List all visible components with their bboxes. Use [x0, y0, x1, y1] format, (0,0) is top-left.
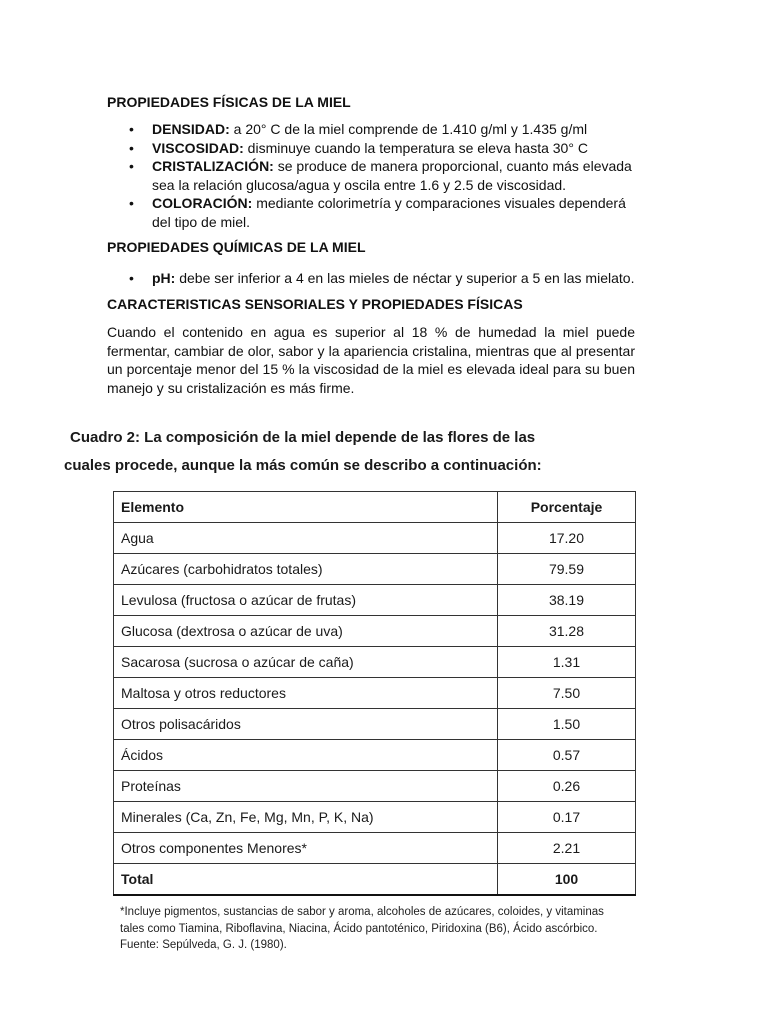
table-caption: [64, 424, 604, 480]
table-row: [114, 585, 636, 616]
table-total-row: [114, 864, 636, 896]
item-term: VISCOSIDAD:: [152, 139, 244, 156]
element-cell: Maltosa y otros reductores: [114, 678, 498, 709]
item-text: se produce de manera proporcional, cuanto más elevada sea la relación glucosa/agua y oscila entre 1.6 y 2.5 de viscosidad.: [152, 158, 632, 193]
physical-properties-title: PROPIEDADES FÍSICAS DE LA MIEL: [107, 94, 351, 110]
percentage-cell: 1.31: [498, 647, 636, 678]
sensory-title: CARACTERISTICAS SENSORIALES Y PROPIEDADES FÍSICAS: [107, 296, 523, 312]
chemical-properties-list: [107, 269, 635, 288]
element-cell: Ácidos: [114, 740, 498, 771]
table-row: [114, 678, 636, 709]
bullet-icon: •: [129, 158, 134, 174]
item-text: mediante colorimetría y comparaciones visuales dependerá del tipo de miel.: [152, 195, 626, 230]
total-value-cell: 100: [498, 864, 636, 896]
footnote-line: *Incluye pigmentos, sustancias de sabor y aroma, alcoholes de azúcares, coloides, y vitaminas: [120, 906, 604, 918]
list-item: [107, 139, 635, 158]
item-term: pH:: [152, 270, 176, 286]
list-item: [107, 194, 635, 231]
item-term: DENSIDAD:: [152, 121, 230, 137]
element-cell: Azúcares (carbohidratos totales): [114, 554, 498, 585]
list-item: [107, 157, 635, 194]
total-label-cell: Total: [114, 864, 498, 896]
percentage-cell: 0.17: [498, 802, 636, 833]
element-cell: Levulosa (fructosa o azúcar de frutas): [114, 585, 498, 616]
table-row: [114, 554, 636, 585]
column-header-percentage: Porcentaje: [498, 492, 636, 523]
bullet-icon: •: [129, 139, 134, 156]
bullet-icon: •: [129, 195, 134, 211]
physical-properties-list: [107, 120, 635, 231]
table-header-row: [114, 492, 636, 523]
bullet-icon: •: [129, 270, 134, 286]
table-row: [114, 647, 636, 678]
percentage-cell: 1.50: [498, 709, 636, 740]
percentage-cell: 38.19: [498, 585, 636, 616]
table-row: [114, 740, 636, 771]
caption-line: Cuadro 2: La composición de la miel depende de las flores de las: [70, 429, 536, 446]
table-row: [114, 771, 636, 802]
table-row: [114, 802, 636, 833]
item-text: a 20° C de la miel comprende de 1.410 g/ml y 1.435 g/ml: [229, 121, 588, 137]
table-row: [114, 616, 636, 647]
percentage-cell: 0.57: [498, 740, 636, 771]
column-header-element: Elemento: [114, 492, 498, 523]
percentage-cell: 2.21: [498, 833, 636, 864]
item-term: COLORACIÓN:: [152, 195, 253, 211]
footnote-line: tales como Tiamina, Riboflavina, Niacina, Ácido pantoténico, Piridoxina (B6), Ácido ascórbico.: [120, 922, 598, 935]
bullet-icon: •: [129, 121, 134, 137]
percentage-cell: 17.20: [498, 523, 636, 554]
percentage-cell: 79.59: [498, 554, 636, 585]
percentage-cell: 0.26: [498, 771, 636, 802]
item-term: CRISTALIZACIÓN:: [152, 158, 274, 174]
caption-line: cuales procede, aunque la más común se describo a continuación:: [64, 457, 542, 474]
item-text: debe ser inferior a 4 en las mieles de néctar y superior a 5 en las mielato.: [175, 270, 635, 286]
item-text: disminuye cuando la temperatura se eleva hasta 30° C: [243, 139, 588, 156]
footnote-source: Fuente: Sepúlveda, G. J. (1980).: [120, 939, 287, 951]
element-cell: Agua: [114, 523, 498, 554]
percentage-cell: 31.28: [498, 616, 636, 647]
element-cell: Minerales (Ca, Zn, Fe, Mg, Mn, P, K, Na): [114, 802, 498, 833]
element-cell: Otros componentes Menores*: [114, 833, 498, 864]
composition-table: [113, 491, 636, 896]
table-footnote: [120, 904, 640, 954]
list-item: [107, 269, 635, 288]
table-row: [114, 709, 636, 740]
table-row: [114, 833, 636, 864]
element-cell: Glucosa (dextrosa o azúcar de uva): [114, 616, 498, 647]
element-cell: Sacarosa (sucrosa o azúcar de caña): [114, 647, 498, 678]
chemical-properties-title: PROPIEDADES QUÍMICAS DE LA MIEL: [107, 239, 366, 255]
sensory-paragraph: Cuando el contenido en agua es superior al 18 % de humedad la miel puede fermentar, cambiar de olor, sabor y la apariencia cristalina, mientras que al presentar un porcentaje menor del 15 % la viscosidad de la miel es elevada ideal para su buen manejo y su cristalización es más firme.: [107, 324, 635, 396]
element-cell: Proteínas: [114, 771, 498, 802]
element-cell: Otros polisacáridos: [114, 709, 498, 740]
table-row: [114, 523, 636, 554]
list-item: [107, 120, 635, 139]
percentage-cell: 7.50: [498, 678, 636, 709]
